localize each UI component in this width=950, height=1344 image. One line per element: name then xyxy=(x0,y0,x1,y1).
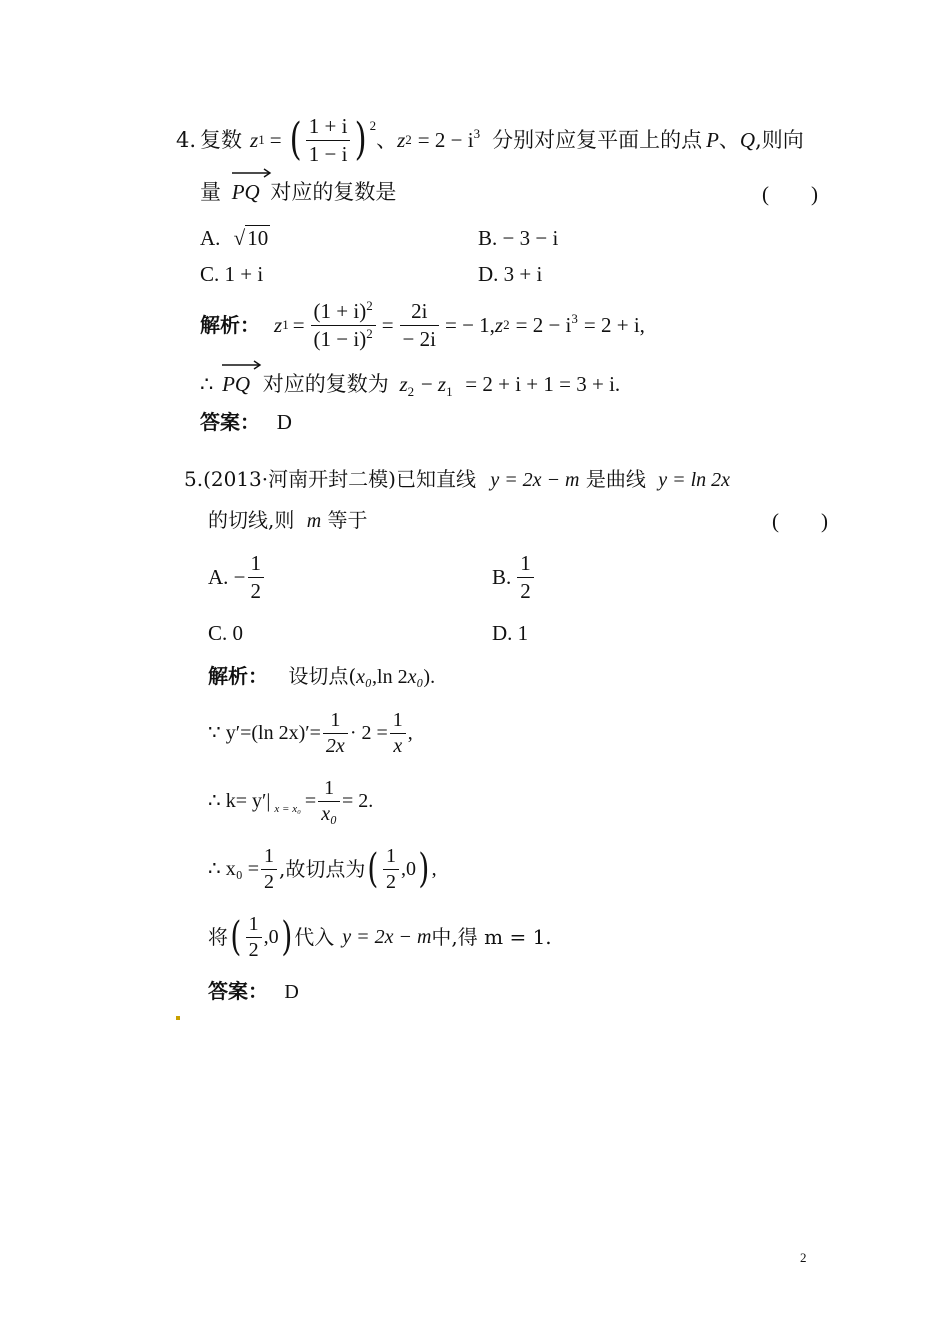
q4-analysis-eq2: = xyxy=(381,312,394,337)
q4-stem-c: ,则向 xyxy=(755,127,804,152)
q4-conclusion-line xyxy=(200,372,621,400)
q5-answer-bracket: ( ) xyxy=(772,509,828,533)
q4-analysis-label: 解析： xyxy=(200,313,260,337)
q5-s3-frac xyxy=(318,778,340,825)
q5-s3-eq: = xyxy=(304,790,317,812)
q4-concl-z2: z xyxy=(399,372,408,396)
q5-s4-rparen: ) xyxy=(418,846,430,892)
q4-analysis-frac1 xyxy=(311,300,376,349)
q5-option-b-den: 2 xyxy=(520,578,531,603)
q5-s3-frac-num: 1 xyxy=(318,778,340,802)
q4-point-q: Q xyxy=(739,127,756,152)
q5-s5-mid: 代入 xyxy=(294,925,335,949)
q5-option-a xyxy=(208,552,266,602)
q5-analysis-line1 xyxy=(208,666,435,687)
q4-option-a xyxy=(200,228,270,249)
q5-line2 xyxy=(208,510,368,531)
q5-option-b xyxy=(492,552,536,602)
q4-analysis-frac2 xyxy=(400,300,439,349)
q4-stem-b: 分别对应复平面上的点 xyxy=(492,127,703,152)
q5-s5-rparen: ) xyxy=(280,914,292,960)
q5-step2 xyxy=(208,706,413,760)
q4-option-a-value: 10 xyxy=(247,226,269,250)
q4-concl-b: = 2 + i + 1 = 3 + i. xyxy=(465,372,621,396)
q4-frac-den: 1 − i xyxy=(308,141,348,166)
q5-s2-frac2-den: x xyxy=(393,734,403,757)
q5-option-c: C. 0 xyxy=(208,621,244,645)
q5-s5-eq: y = 2x − m xyxy=(342,926,432,948)
q5-s5-frac xyxy=(246,914,262,961)
q4-concl-z1-sub: 1 xyxy=(446,384,453,400)
q4-analysis-frac2-den: − 2i xyxy=(402,326,436,351)
q5-option-a-num: 1 xyxy=(248,552,265,577)
q4-line2 xyxy=(200,182,396,203)
q4-analysis-frac1-num: $(1 + i)^2$ xyxy=(311,300,376,325)
q4-concl-vector-pq-label: PQ xyxy=(222,372,251,396)
q5-s3-sub: x = x₀ xyxy=(274,802,301,815)
q5-s4-frac-den: 2 xyxy=(263,870,274,893)
q4-option-c: C. 1 + i xyxy=(200,262,264,286)
q5-s5-pend: ,0 xyxy=(263,926,279,948)
q5-option-a-label: A. − xyxy=(208,564,246,589)
q4-rparen: ) xyxy=(355,114,368,165)
q5-s2-a: ∵ y′=(ln 2x)′= xyxy=(208,722,321,744)
q4-analysis-eq1: = xyxy=(292,312,305,337)
q4-analysis-frac2-num: 2i xyxy=(400,300,439,325)
q5-option-a-den: 2 xyxy=(250,578,262,603)
q4-concl-z1: z xyxy=(437,372,447,396)
q4-therefore-symbol: ∴ xyxy=(200,372,214,396)
q5-s4-pend: ,0 xyxy=(400,858,416,880)
q4-line1: 4. 复数 z 1 = ( $\frac{1 + i}{1 - i}$ ) $^2$ 、 z 2 = 2 − i $^3$ 分别对应复平面上的点 P 、 Q ,则向 xyxy=(176,114,804,166)
q4-line2-b: 对应的复数是 xyxy=(270,180,397,204)
q5-stem-b: 是曲线 xyxy=(585,467,646,491)
q5-option-b-num: 1 xyxy=(517,552,534,577)
q4-option-a-label: A. xyxy=(200,226,221,250)
q4-answer-line xyxy=(200,412,292,433)
q4-analysis-frac1-den: $(1 - i)^2$ xyxy=(313,325,373,351)
q5-s2-frac2-num: 1 xyxy=(390,710,406,734)
q5-s2-frac1-den: 2x xyxy=(325,734,345,757)
q4-analysis-tail-c: = 2 + i, xyxy=(583,312,645,337)
q5-option-a-frac xyxy=(248,552,265,601)
q5-line1 xyxy=(184,469,730,490)
q4-analysis-z2: z xyxy=(494,312,504,337)
q5-s3-frac-den: x₀ xyxy=(321,802,338,825)
q5-answer-line xyxy=(208,981,299,1002)
vector-arrow-icon xyxy=(222,360,262,370)
q5-step4 xyxy=(208,842,437,896)
q4-number: 4. xyxy=(176,127,197,152)
q5-analysis-label: 解析： xyxy=(208,664,268,688)
q4-analysis-tail-a: = − 1, xyxy=(444,312,495,337)
q4-answer-label: 答案： xyxy=(200,410,260,434)
q4-answer-bracket: ( ) xyxy=(762,182,818,206)
q5-s1-x0b: x₀ xyxy=(407,666,424,688)
q4-answer-value: D xyxy=(276,410,292,434)
q4-analysis-line: 解析： z 1 = $\frac{(1 + i)^2}{(1 - i)^2}$ = $\frac{2i}{- 2i}$ = − 1, z 2 = 2 − i $^3$ = 2 + i, xyxy=(200,298,645,351)
q5-s5-end: 中,得 m = 1. xyxy=(431,925,552,949)
q4-analysis-tail-b: = 2 − i xyxy=(515,312,572,337)
q5-line2-a: 的切线,则 xyxy=(208,508,295,532)
q5-s1-x0: x₀ xyxy=(356,666,373,688)
q4-concl-z2-sub: 2 xyxy=(407,384,415,400)
q5-s2-frac1 xyxy=(323,710,348,757)
vector-arrow-icon xyxy=(232,168,272,178)
q4-stem-a: 复数 xyxy=(200,127,243,152)
q5-option-b-label: B. xyxy=(492,564,512,589)
q5-option-b-frac xyxy=(517,552,534,601)
q4-concl-minus: − xyxy=(420,372,438,396)
q5-s1-a: 设切点( xyxy=(288,664,357,688)
q4-concl-a: 对应的复数为 xyxy=(262,372,389,396)
q5-s3-a: ∴ k= y′| xyxy=(208,790,271,812)
q4-option-a-sqrt: √10 xyxy=(233,226,269,250)
q4-frac-num: 1 + i xyxy=(306,115,351,140)
q4-analysis-z1: z xyxy=(274,312,283,337)
q4-z2-rhs: = 2 − i xyxy=(417,127,474,152)
q5-s4-a: ∴ x₀ = xyxy=(208,858,259,880)
q5-answer-label: 答案： xyxy=(208,979,268,1003)
q5-s2-frac2 xyxy=(390,710,406,757)
q5-option-d: D. 1 xyxy=(492,621,529,645)
q4-concl-vector-pq xyxy=(222,374,250,395)
q5-stem-a: 5.(2013·河南开封二模)已知直线 xyxy=(184,467,476,491)
q5-s1-end: ). xyxy=(423,666,436,688)
margin-marker xyxy=(176,1016,180,1020)
q4-option-b: B. − 3 − i xyxy=(478,226,559,250)
q5-s2-end: , xyxy=(407,722,413,744)
q5-step5 xyxy=(208,910,552,964)
q5-s4-frac xyxy=(261,846,277,893)
q4-fraction xyxy=(306,115,351,164)
q4-point-p: P xyxy=(706,127,719,152)
q4-vector-pq xyxy=(232,182,260,203)
q4-z1: z xyxy=(250,127,259,152)
q5-s2-frac1-num: 1 xyxy=(323,710,348,734)
q5-s2-mid: · 2 = xyxy=(349,722,388,744)
q5-s4-frac-num: 1 xyxy=(261,846,277,870)
q5-s5-frac-num: 1 xyxy=(246,914,262,938)
q4-lparen: ( xyxy=(289,114,302,165)
q4-point-sep: 、 xyxy=(718,127,740,152)
q5-s4-point-den: 2 xyxy=(385,870,396,893)
q4-sep: 、 xyxy=(376,127,398,152)
q5-s4-lparen: ( xyxy=(367,846,379,892)
q5-line-eq: y = 2x − m xyxy=(490,469,580,491)
q5-s4-point-num: 1 xyxy=(383,846,399,870)
page-number: 2 xyxy=(800,1250,807,1265)
q4-eq: = xyxy=(269,127,282,152)
q5-curve: y = ln 2x xyxy=(658,469,731,491)
q4-z2: z xyxy=(397,127,406,152)
q5-s5-lparen: ( xyxy=(230,914,242,960)
q5-s4-end: , xyxy=(431,858,437,880)
q5-s5-frac-den: 2 xyxy=(248,938,259,961)
q5-step3 xyxy=(208,774,373,828)
q4-option-d: D. 3 + i xyxy=(478,262,543,286)
q5-s4-point-frac xyxy=(383,846,399,893)
q5-line2-b: 等于 xyxy=(327,508,368,532)
q5-s4-mid: ,故切点为 xyxy=(278,857,366,881)
q5-s5-a: 将 xyxy=(208,925,228,949)
q5-m: m xyxy=(306,510,322,532)
q4-line2-a: 量 xyxy=(200,180,221,204)
q5-s1-mid: ,ln 2 xyxy=(372,666,408,688)
q5-s3-end: = 2. xyxy=(342,790,374,812)
q4-vector-pq-label: PQ xyxy=(231,180,260,204)
q5-answer-value: D xyxy=(284,981,299,1003)
